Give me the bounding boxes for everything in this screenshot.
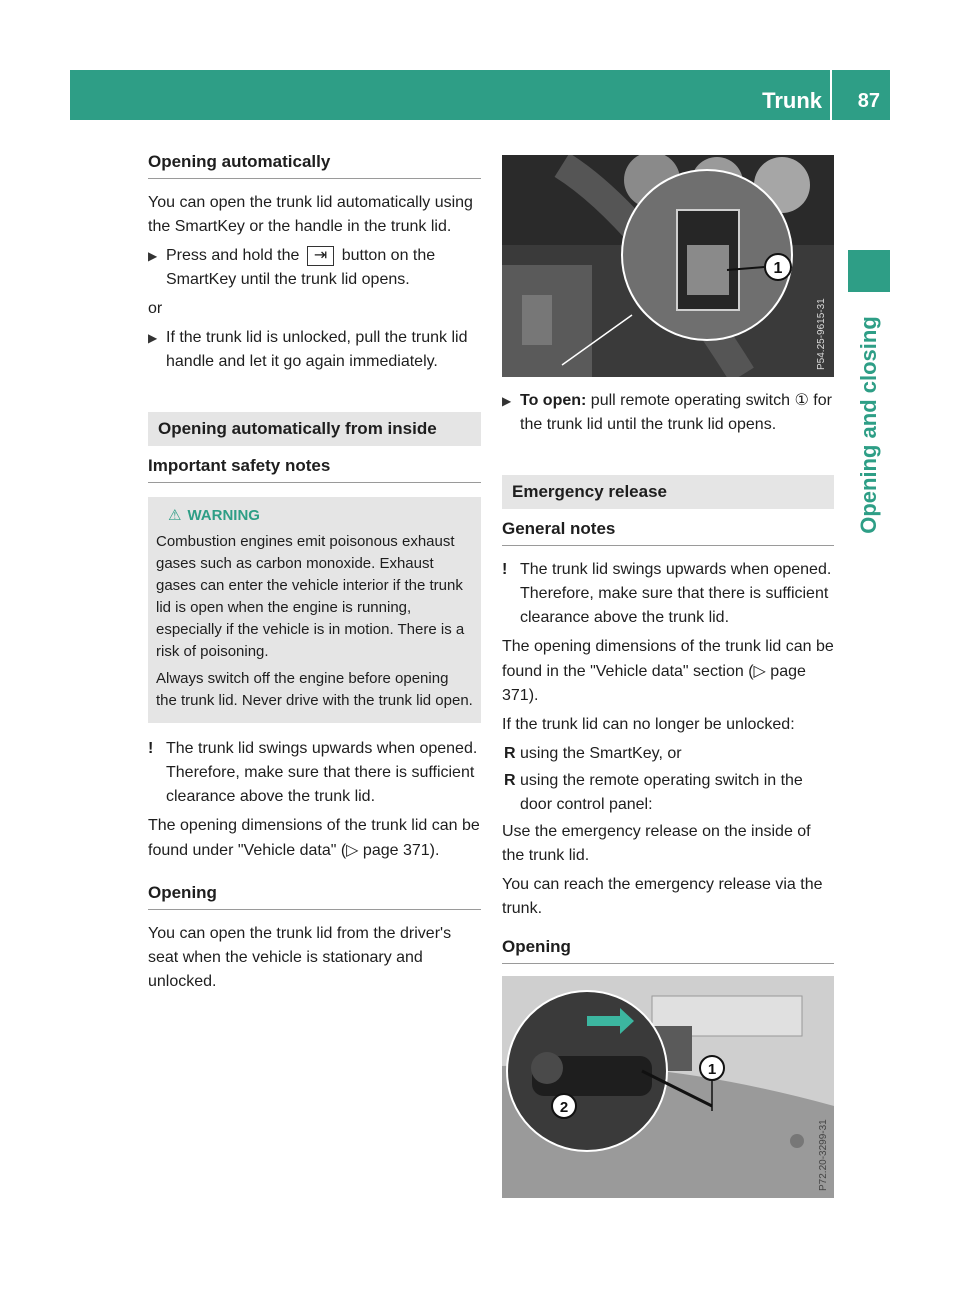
list-item bbox=[502, 769, 834, 817]
text: The opening dimensions of the trunk lid can be found in the "Vehicle data" section ( bbox=[502, 638, 834, 680]
heading-opening: Opening bbox=[148, 881, 481, 910]
callout-1: 1 bbox=[707, 1061, 717, 1078]
step-arrow-icon: ▶ bbox=[148, 249, 158, 263]
step-text: Press and hold the bbox=[166, 247, 300, 264]
warning-triangle-icon: ⚠ bbox=[168, 507, 182, 524]
text: The opening dimensions of the trunk lid can be found under "Vehicle data" ( bbox=[148, 817, 480, 859]
list-item bbox=[502, 742, 834, 766]
heading-opening-automatically: Opening automatically bbox=[148, 150, 481, 179]
step-arrow-icon: ▶ bbox=[148, 331, 158, 345]
page-ref-icon: ▷ bbox=[753, 661, 766, 680]
instruction-step bbox=[148, 326, 481, 374]
page-ref-link[interactable]: page 371). bbox=[502, 663, 806, 704]
warning-text: Combustion engines emit poisonous exhaust gases such as carbon monoxide. Exhaust gases can enter the vehicle interior if the trunk lid is open when the engine is running, especially if the vehicle is in motion. There is a risk of poisoning. bbox=[156, 533, 465, 660]
heading-important-safety-notes: Important safety notes bbox=[148, 454, 481, 483]
paragraph bbox=[148, 814, 481, 863]
header-section-title: Trunk bbox=[762, 88, 822, 113]
right-column bbox=[502, 155, 834, 1198]
warning-text: Always switch off the engine before opening the trunk lid. Never drive with the trunk lid open. bbox=[156, 670, 473, 709]
list-item-text: using the remote operating switch in the door control panel: bbox=[520, 772, 803, 813]
figure-code: P54.25-9615-31 bbox=[816, 298, 827, 370]
step-text: for the trunk lid until the trunk lid opens. bbox=[520, 392, 832, 433]
side-tab-label: Opening and closing bbox=[856, 316, 881, 534]
heading-opening: Opening bbox=[502, 935, 834, 964]
figure-code: P72.20-3299-31 bbox=[818, 1119, 829, 1191]
page-ref-icon: ▷ bbox=[346, 840, 359, 859]
paragraph: If the trunk lid can no longer be unlocked: bbox=[502, 716, 795, 733]
bullet-icon: R bbox=[504, 745, 516, 762]
caution-note bbox=[148, 737, 481, 809]
heading-emergency-release: Emergency release bbox=[502, 475, 834, 509]
or-text: or bbox=[148, 300, 163, 317]
callout-ref-1: ① bbox=[794, 392, 809, 409]
trunk-button-icon: ⇥ bbox=[307, 246, 334, 266]
bullet-icon: R bbox=[504, 772, 516, 789]
list-item-text: using the SmartKey, or bbox=[520, 745, 682, 762]
left-column bbox=[148, 140, 481, 999]
note-text: The trunk lid swings upwards when opened. Therefore, make sure that there is sufficient clearance above the trunk lid. bbox=[520, 561, 832, 626]
paragraph bbox=[502, 635, 834, 708]
photo-illustration bbox=[502, 976, 834, 1198]
warning-title bbox=[156, 505, 473, 527]
callout-1: 1 bbox=[773, 260, 783, 277]
instruction-step bbox=[148, 244, 481, 292]
photo-door-control-switch bbox=[502, 155, 834, 377]
heading-opening-from-inside: Opening automatically from inside bbox=[148, 412, 481, 446]
warning-label: WARNING bbox=[187, 507, 260, 524]
photo-illustration bbox=[502, 155, 834, 377]
step-arrow-icon: ▶ bbox=[502, 394, 512, 408]
photo-emergency-release bbox=[502, 976, 834, 1198]
step-label: To open: bbox=[520, 392, 587, 409]
side-tab bbox=[846, 300, 892, 550]
caution-note bbox=[502, 558, 834, 630]
page-number: 87 bbox=[857, 90, 880, 112]
paragraph: You can reach the emergency release via the trunk. bbox=[502, 876, 823, 917]
caution-icon: ! bbox=[148, 740, 154, 757]
instruction-step bbox=[502, 389, 834, 437]
paragraph: You can open the trunk lid from the driver's seat when the vehicle is stationary and unlocked. bbox=[148, 925, 452, 990]
page-ref-link[interactable]: page 371). bbox=[358, 842, 440, 859]
paragraph: Use the emergency release on the inside of the trunk lid. bbox=[502, 823, 811, 864]
step-text: If the trunk lid is unlocked, pull the trunk lid handle and let it go again immediately. bbox=[166, 329, 468, 370]
header-divider bbox=[830, 70, 832, 120]
step-text: pull remote operating switch bbox=[586, 392, 795, 409]
warning-box bbox=[148, 497, 481, 723]
header-bar bbox=[70, 70, 890, 120]
paragraph: You can open the trunk lid automatically using the SmartKey or the handle in the trunk lid. bbox=[148, 194, 473, 235]
note-text: The trunk lid swings upwards when opened. Therefore, make sure that there is sufficient clearance above the trunk lid. bbox=[166, 740, 478, 805]
heading-general-notes: General notes bbox=[502, 517, 834, 546]
side-tab-marker bbox=[848, 250, 890, 292]
caution-icon: ! bbox=[502, 561, 508, 578]
callout-2: 2 bbox=[559, 1099, 569, 1116]
step-text: button on the SmartKey until the trunk lid opens. bbox=[166, 247, 436, 288]
